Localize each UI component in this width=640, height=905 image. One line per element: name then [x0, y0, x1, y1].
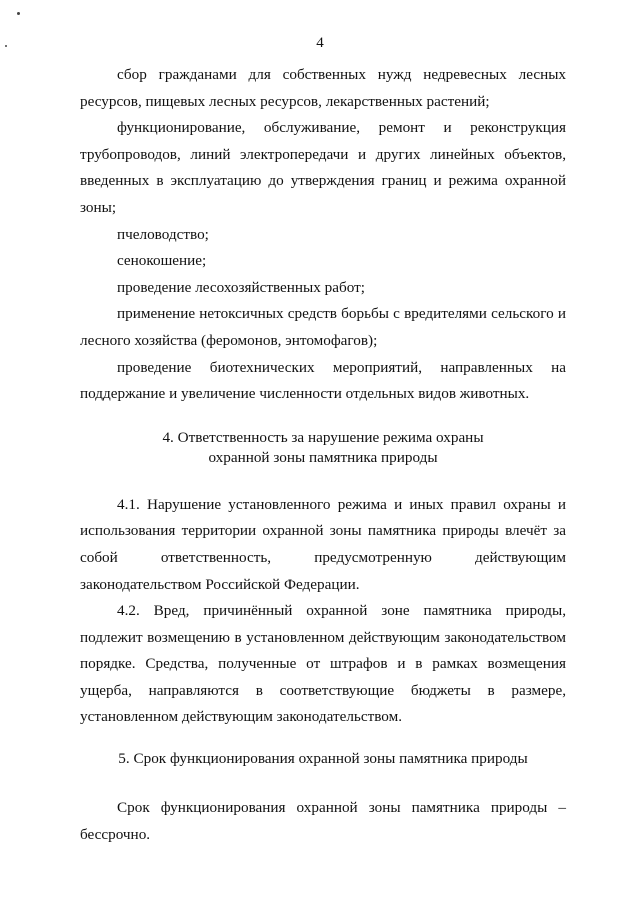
section-4-heading-line1: 4. Ответственность за нарушение режима охраны [162, 428, 484, 446]
section-4-heading [80, 428, 566, 468]
list-item: сбор гражданами для собственных нужд недревесных лесных ресурсов, пищевых лесных ресурсов, лекарственных растений; [80, 66, 566, 110]
paragraph-4-1: 4.1. Нарушение установленного режима и иных правил охраны и использования территории охранной зоны памятника природы влечёт за собой ответственность, предусмотренную действующим законодательством Российской Федерации. [80, 495, 566, 593]
list-item: проведение биотехнических мероприятий, направленных на поддержание и увеличение численности отдельных видов животных. [80, 358, 566, 403]
paragraph-4-2: 4.2. Вред, причинённый охранной зоне памятника природы, подлежит возмещению в установленном действующим законодательством порядке. Средства, полученные от штрафов и в рамках возмещения ущерба, направляются в соответствующие бюджеты в размере, установленном действующим законодательством. [80, 602, 566, 726]
page-number: 4 [316, 35, 324, 51]
list-item: проведение лесохозяйственных работ; [117, 278, 365, 296]
list-item: пчеловодство; [117, 225, 209, 243]
list-item: функционирование, обслуживание, ремонт и реконструкция трубопроводов, линий электропередачи и других линейных объектов, введенных в эксплуатацию до утверждения границ и режима охранной зоны; [80, 119, 566, 216]
list-item: применение нетоксичных средств борьбы с вредителями сельского и лесного хозяйства (феромонов, энтомофагов); [80, 305, 566, 349]
list-item: сенокошение; [117, 252, 207, 270]
section-4-heading-line2: охранной зоны памятника природы [208, 448, 438, 466]
section-5-heading-line1: 5. Срок функционирования охранной зоны памятника природы [118, 750, 528, 768]
document-body [80, 62, 566, 848]
section-5-heading [80, 749, 566, 769]
paragraph-5-1: Срок функционирования охранной зоны памятника природы – бессрочно. [80, 799, 566, 843]
scan-speck [17, 12, 20, 15]
